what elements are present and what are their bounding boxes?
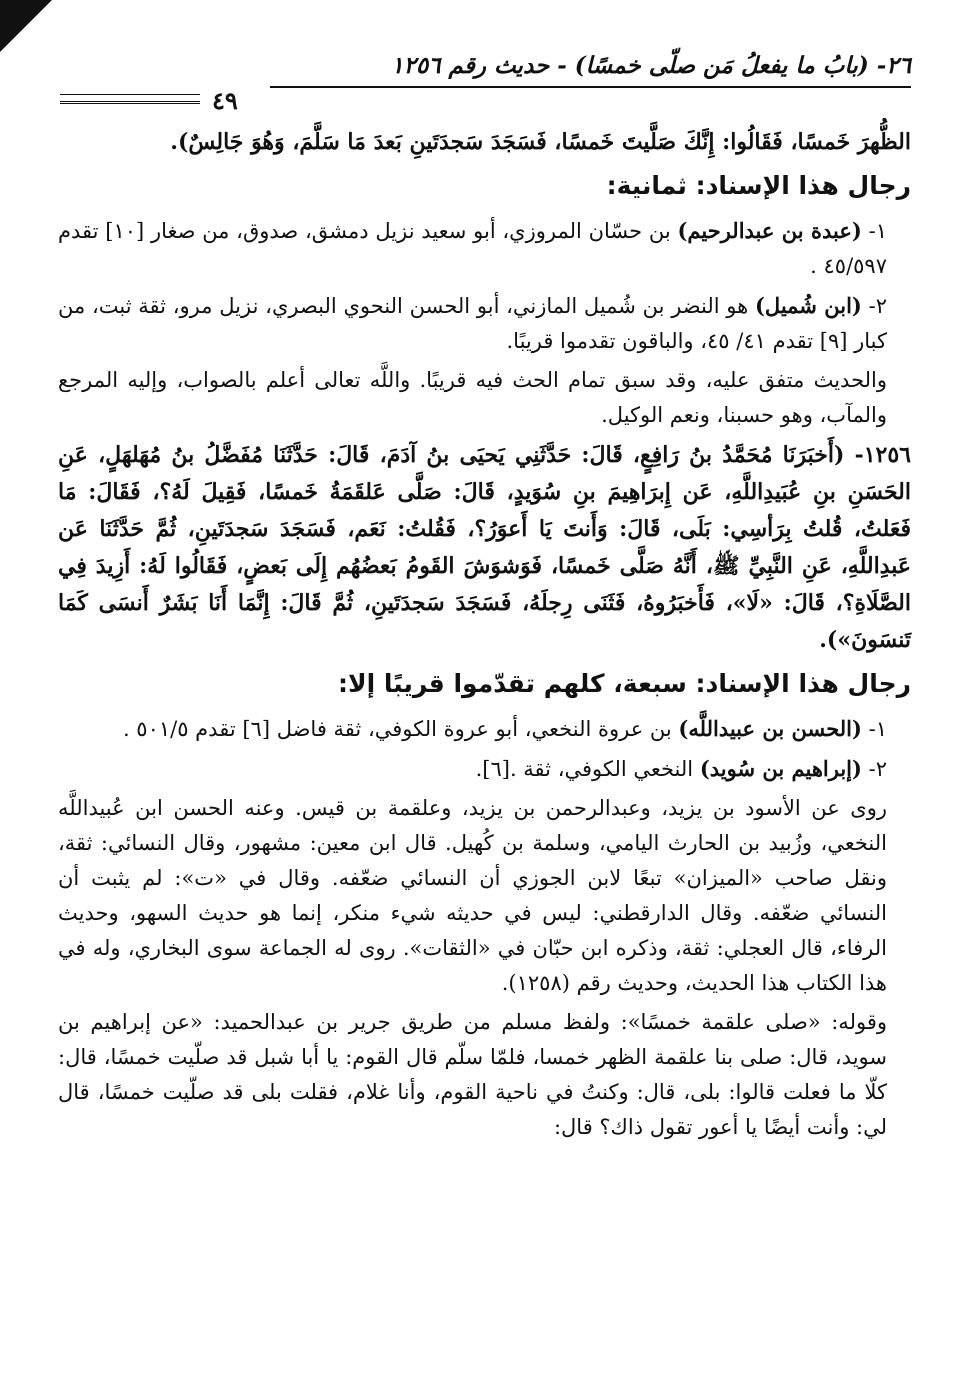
entry-number: ١- bbox=[861, 717, 887, 741]
narrator-entry bbox=[58, 288, 911, 359]
entry-number: ٢- bbox=[861, 757, 887, 781]
hadith-continuation: الظُّهرَ خَمسًا، فَقَالُوا: إِنَّكَ صَلَّيتَ خَمسًا، فَسَجَدَ سَجدَتَينِ بَعدَ مَا سَلَّمَ، وَهُوَ جَالِسٌ). bbox=[170, 129, 911, 155]
narrator-details: بن عروة النخعي، أبو عروة الكوفي، ثقة فاضل [٦] تقدم ٥٠١/٥ . bbox=[122, 717, 679, 741]
page-number-rule bbox=[60, 94, 200, 104]
page-number: ٤٩ bbox=[212, 86, 238, 115]
entry-number: ١- bbox=[861, 219, 887, 243]
header-rule bbox=[270, 86, 911, 88]
entry-number: ٢- bbox=[861, 294, 887, 318]
page-body bbox=[58, 124, 911, 1149]
narrators-heading-1: رجال هذا الإسناد: ثمانية: bbox=[606, 171, 911, 200]
narrator-name: (ابن شُميل) bbox=[754, 293, 862, 318]
corner-triangle-mark bbox=[0, 0, 52, 52]
narrator-entry bbox=[58, 751, 911, 787]
narrator-details: بن حسّان المروزي، أبو سعيد نزيل دمشق، صدوق، من صغار [١٠] تقدم ٤٥/٥٩٧ . bbox=[58, 219, 887, 278]
biography-paragraph: روى عن الأسود بن يزيد، وعبدالرحمن بن يزيد، وعلقمة بن قيس. وعنه الحسن ابن عُبيداللَّه النخعي، وزُبيد بن الحارث اليامي، وسلمة بن كُهيل. قال ابن معين: مشهور، وقال النسائي: ثقة، ونقل صاحب «الميزان» تبعًا لابن الجوزي أن النسائي ضعّفه. وقال في «ت»: لم يثبت أن النسائي ضعّفه. وقال الدارقطني: ليس في حديثه شيء منكر، إنما هو حديث السهو، وحديث الرفاء، قال العجلي: ثقة، وذكره ابن حبّان في «الثقات». روى له الجماعة سوى البخاري، وله في هذا الكتاب هذا الحديث، وحديث رقم (١٢٥٨). bbox=[58, 796, 887, 995]
narrator-name: (الحسن بن عبيداللَّه) bbox=[678, 716, 862, 741]
narrator-details: هو النضر بن شُميل المازني، أبو الحسن النحوي البصري، نزيل مرو، ثقة ثبت، من كبار [٩] تقدم ٤١/ ٤٥، والباقون تقدموا قريبًا. bbox=[58, 294, 887, 353]
narrator-entry bbox=[58, 213, 911, 284]
narrator-name: (عبدة بن عبدالرحيم) bbox=[677, 218, 862, 243]
narrator-name: (إبراهيم بن سُويد) bbox=[699, 756, 862, 781]
commentary-paragraph: وقوله: «صلى علقمة خمسًا»: ولفظ مسلم من طريق جرير بن عبدالحميد: «عن إبراهيم بن سويد، قال: صلى بنا علقمة الظهر خمسا، فلمّا سلّم قال القوم: يا أبا شبل قد صلّيت خمسًا، قال: كلّا ما فعلت قالوا: بلى، قال: وكنتُ في ناحية القوم، وأنا غلام، فقلت بلى قد صلّيت خمسًا، قال لي: وأنت أيضًا يا أعور تقول ذاك؟ قال: bbox=[58, 1010, 887, 1139]
narrator-entry bbox=[58, 711, 911, 747]
hadith-1256-text: ١٢٥٦- (أَخبَرَنَا مُحَمَّدُ بنُ رَافِعٍ، قَالَ: حَدَّثَنِي يَحيَى بنُ آدَمَ، قَالَ: حَدَّثَنَا مُفَضَّلُ بنُ مُهَلهَلٍ، عَنِ الحَسَنِ بنِ عُبَيدِاللَّهِ، عَن إِبرَاهِيمَ بنِ سُوَيدٍ، قَالَ: صَلَّى عَلقَمَةُ خَمسًا، فَقِيلَ لَهُ؟، فَقَالَ: مَا فَعَلتُ، قُلتُ بِرَأسِي: بَلَى، قَالَ: وَأَنتَ يَا أَعوَرُ؟، فَقُلتُ: نَعَم، فَسَجَدَ سَجدَتَينِ، ثُمَّ حَدَّثَنَا عَن عَبدِاللَّهِ، عَنِ النَّبِيِّ ﷺ، أَنَّهُ صَلَّى خَمسًا، فَوَشوَشَ القَومُ بَعضُهُم إِلَى بَعضٍ، فَقَالُوا لَهُ: أَزِيدَ فِي الصَّلَاةِ؟، قَالَ: «لَا»، فَأَخبَرُوهُ، فَثَنَى رِجلَهُ، فَسَجَدَ سَجدَتَينِ، ثُمَّ قَالَ: إِنَّمَا أَنَا بَشَرٌ أَنسَى كَمَا تَنسَونَ»). bbox=[58, 442, 911, 653]
narrator-details: النخعي الكوفي، ثقة .[٦]. bbox=[475, 757, 700, 781]
running-header: ٢٦- (بابُ ما يفعلُ مَن صلّى خمسًا) - حديث رقم ١٢٥٦ bbox=[391, 52, 911, 79]
narrators-heading-2: رجال هذا الإسناد: سبعة، كلهم تقدّموا قريبًا إلا: bbox=[338, 669, 911, 698]
commentary-paragraph: والحديث متفق عليه، وقد سبق تمام الحث فيه قريبًا. واللَّه تعالى أعلم بالصواب، وإليه المرجع والمآب، وهو حسبنا، ونعم الوكيل. bbox=[58, 368, 888, 427]
